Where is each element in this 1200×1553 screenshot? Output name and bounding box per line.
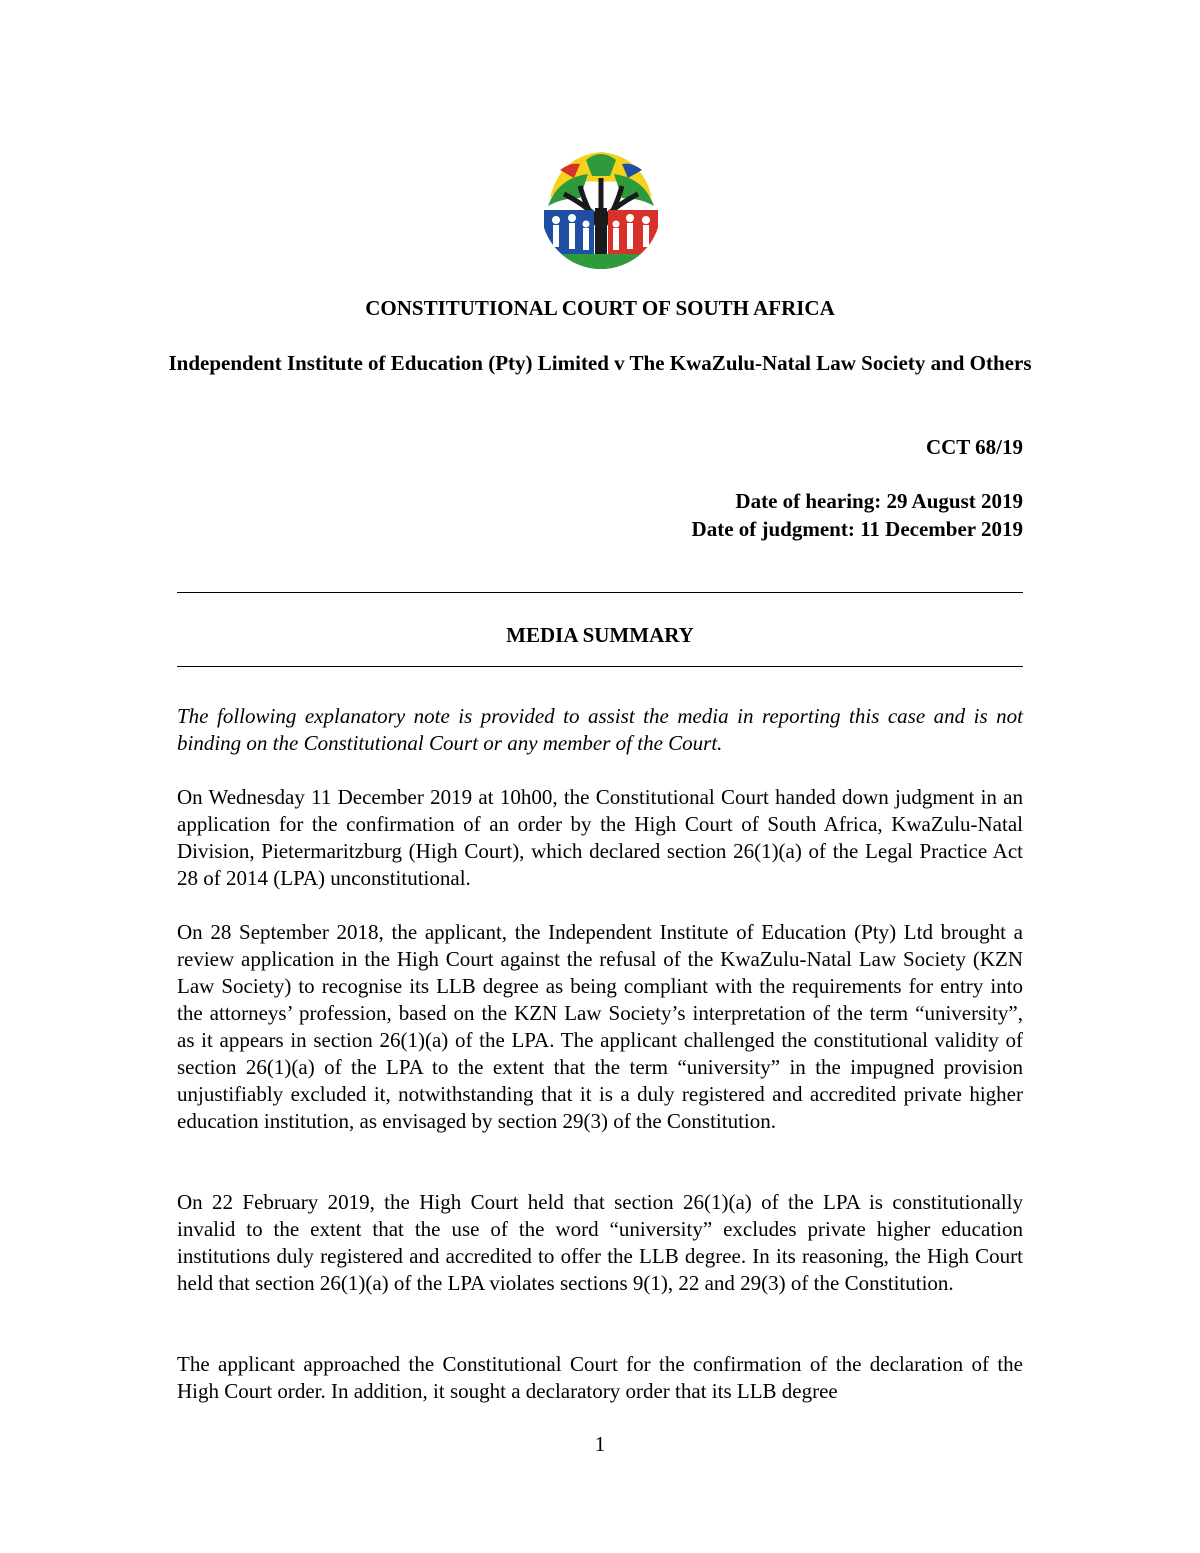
judgment-date: Date of judgment: 11 December 2019	[691, 517, 1023, 541]
hearing-date: Date of hearing: 29 August 2019	[735, 489, 1023, 513]
divider-bottom	[177, 666, 1023, 667]
summary-paragraph: On Wednesday 11 December 2019 at 10h00, the Constitutional Court handed down judgment in an application for the confirmation of an order by the High Court of South Africa, KwaZulu-Natal Division, Pietermaritzburg (High Court), which declared section 26(1)(a) of the Legal Practice Act 28 of 2014 (LPA) unconstitutional.	[177, 785, 1023, 890]
case-number: CCT 68/19	[925, 435, 1023, 459]
summary-paragraph: On 22 February 2019, the High Court held that section 26(1)(a) of the LPA is constitutionally invalid to the extent that the use of the word “university” excludes private higher education institutions duly registered and accredited to offer the LLB degree. In its reasoning, the High Court held that section 26(1)(a) of the LPA violates sections 9(1), 22 and 29(3) of the Constitution.	[177, 1190, 1023, 1295]
court-name: CONSTITUTIONAL COURT OF SOUTH AFRICA	[365, 296, 835, 320]
divider-top	[177, 592, 1023, 593]
summary-paragraph: On 28 September 2018, the applicant, the Independent Institute of Education (Pty) Ltd brought a review application in the High Court against the refusal of the KwaZulu-Natal Law Society (KZN Law Society) to recognise its LLB degree as being compliant with the requirements for entry into the attorneys’ profession, based on the KZN Law Society’s interpretation of the term “university”, as it appears in section 26(1)(a) of the LPA. The applicant challenged the constitutional validity of section 26(1)(a) of the LPA to the extent that the term “university” in the impugned provision unjustifiably excluded it, notwithstanding that it is a duly registered and accredited private higher education institution, as envisaged by section 29(3) of the Constitution.	[177, 920, 1023, 1133]
page-number: 1	[594, 1432, 606, 1456]
disclaimer-note: The following explanatory note is provided to assist the media in reporting this case and is not binding on the Constitutional Court or any member of the Court.	[177, 704, 1023, 755]
summary-paragraph: The applicant approached the Constitutional Court for the confirmation of the declaration of the High Court order. In addition, it sought a declaratory order that its LLB degree	[177, 1352, 1023, 1403]
media-summary-heading: MEDIA SUMMARY	[506, 623, 694, 647]
case-title: Independent Institute of Education (Pty) Limited v The KwaZulu-Natal Law Society and Others	[168, 351, 1032, 375]
constitutional-court-tree-logo	[540, 148, 662, 270]
